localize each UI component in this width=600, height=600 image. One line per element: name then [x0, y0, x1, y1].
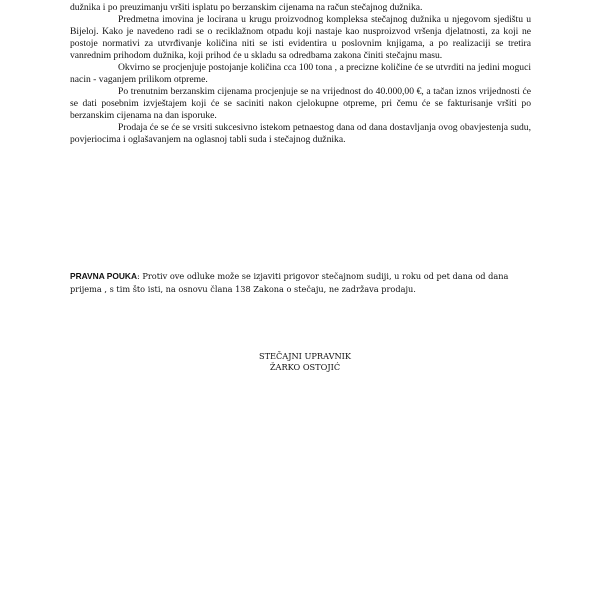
signature-block	[200, 351, 410, 373]
paragraph-quantity: Okvirno se procjenjuje postojanje količina cca 100 tona , a precizne količine će se utvrditi na jedini moguci nacin - vaganjem prilikom otpreme.	[70, 62, 531, 85]
paragraph-value: Po trenutnim berzanskim cijenama procjenjuje se na vrijednost do 40.000,00 €, a tačan iznos vrijednosti će se dati posebnim izvještajem koji će se saciniti nakon cjelokupne otpreme, pri čemu će se fakturisanje vršiti po berzanskim cijenama na dan isporuke.	[70, 86, 531, 121]
paragraph-location: Predmetna imovina je locirana u krugu proizvodnog kompleksa stečajnog dužnika u njegovom sjedištu u Bijeloj. Kako je navedeno radi se o reciklažnom otpadu koji nastaje kao nusproizvod vršenja djelatnosti, za koji ne postoje normativi za utvrđivanje količina niti se isti evidentira u poslovnim knjigama, a po realizaciji se tretira vanrednim prihodom dužnika, koji prihod će u skladu sa odredbama zakona činiti stečajnu masu.	[70, 14, 531, 61]
signature-name: ŽARKO OSTOJIĆ	[269, 362, 341, 372]
legal-remedy-label: PRAVNA POUKA	[70, 271, 138, 281]
legal-remedy-notice	[70, 270, 531, 296]
paragraph-sale-timing: Prodaja će se će se vrsiti sukcesivno istekom petnaestog dana od dana dostavljanja ovog obavjestenja sudu, povjeriocima i oglašavanjem na oglasnoj tabli suda i stečajnog dužnika.	[70, 122, 531, 145]
legal-remedy-text: : Protiv ove odluke može se izjaviti prigovor stečajnom sudiji, u roku od pet dana od dana prijema , s tim što isti, na osnovu člana 138 Zakona o stečaju, ne zadržava prodaju.	[70, 271, 509, 294]
signature-title: STEČAJNI UPRAVNIK	[258, 351, 351, 361]
document-body	[70, 2, 531, 146]
paragraph-payment: dužnika i po preuzimanju vršiti isplatu po berzanskim cijenama na račun stečajnog dužnika.	[70, 2, 423, 13]
